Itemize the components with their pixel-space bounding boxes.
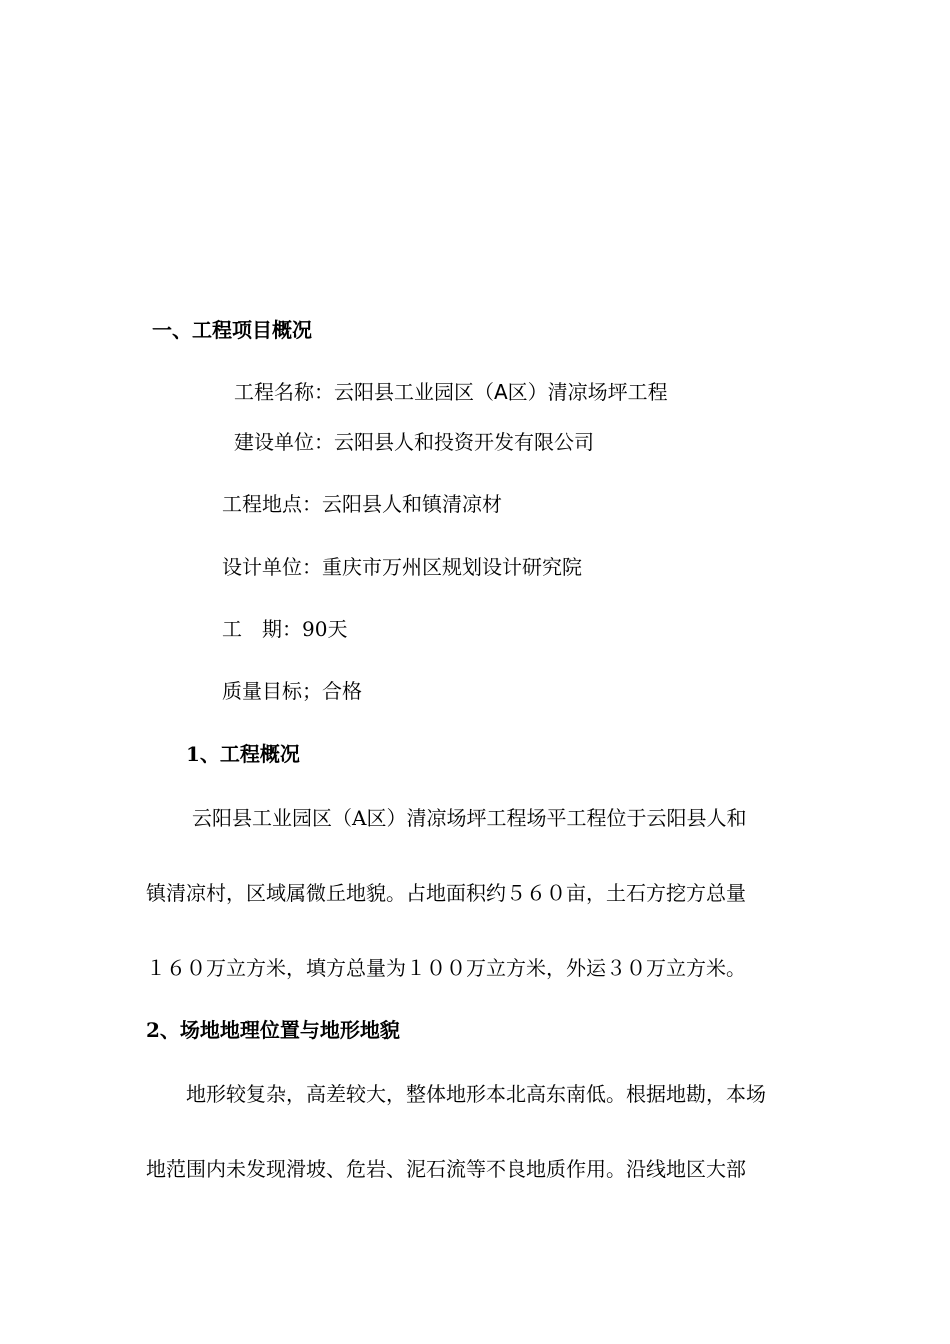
builder: 建设单位：云阳县人和投资开发有限公司: [234, 430, 594, 454]
subsection-heading: 2、场地地理位置与地形地貌: [146, 1018, 400, 1042]
paragraph-line: 镇清凉村，区域属微丘地貌。占地面积约５６０亩，土石方挖方总量: [146, 881, 746, 905]
quality-target: 质量目标；合格: [222, 679, 362, 703]
designer: 设计单位：重庆市万州区规划设计研究院: [222, 555, 582, 579]
section-heading: 一、工程项目概况: [152, 318, 312, 342]
subsection-heading: 1、工程概况: [186, 742, 300, 766]
paragraph-line: １６０万立方米，填方总量为１００万立方米，外运３０万立方米。: [146, 956, 746, 980]
location: 工程地点：云阳县人和镇清凉材: [222, 492, 502, 516]
paragraph-line: 地范围内未发现滑坡、危岩、泥石流等不良地质作用。沿线地区大部: [146, 1157, 746, 1181]
duration: 工 期：90天: [222, 617, 348, 641]
project-name: 工程名称：云阳县工业园区（A区）清凉场坪工程: [234, 380, 668, 404]
paragraph-line: 地形较复杂，高差较大，整体地形本北高东南低。根据地勘，本场: [186, 1082, 766, 1106]
paragraph-line: 云阳县工业园区（A区）清凉场坪工程场平工程位于云阳县人和: [192, 806, 747, 830]
